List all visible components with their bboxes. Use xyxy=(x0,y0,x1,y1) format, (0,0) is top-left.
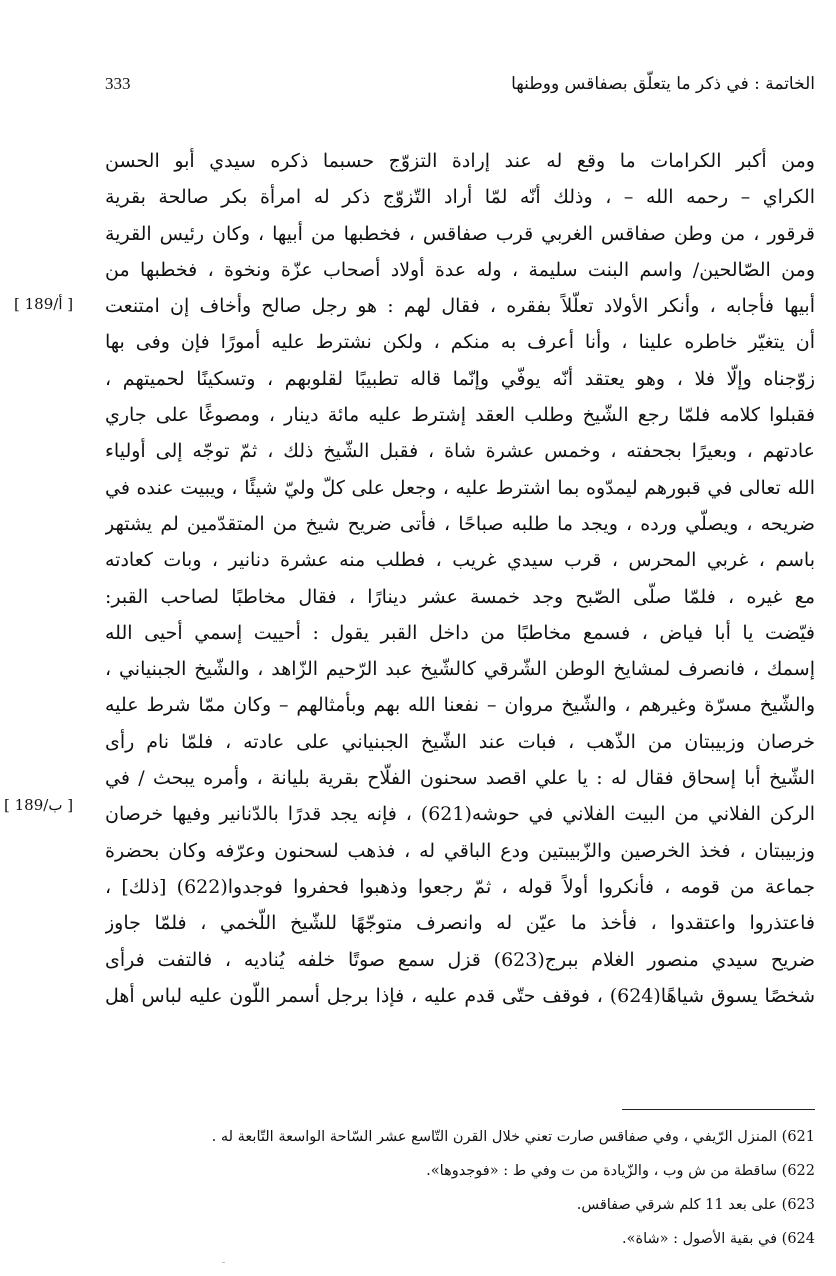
footnote xyxy=(100,1120,815,1154)
text-line: شخصًا يسوق شياهًا(624) ، فوقف حتّى قدم عليه ، فإذا برجل أسمر اللّون عليه لباس أهل xyxy=(105,984,815,1007)
text-line: الشّيخ أبا إسحاق فقال له : يا علي اقصد سحنون الفلّاح بقرية بليانة ، وأمره يبحث / في xyxy=(105,767,815,790)
running-title: الخاتمة : في ذكر ما يتعلّق بصفاقس ووطنها xyxy=(511,74,815,94)
footnote-text: على بعد 11 كلم شرقي صفاقس. xyxy=(576,1197,778,1213)
text-line: فاعتذروا واعتقدوا ، فأخذ ما عيّن له وانصرف متوجّهًا للشّيخ اللّخمي ، فلمّا جاوز xyxy=(105,912,815,935)
text-line: مع غيره ، فلمّا صلّى الصّبح وجد خمسة عشر دينارًا ، فقال مخاطبًا لصاحب القبر: xyxy=(105,585,815,608)
footnote xyxy=(100,1188,815,1222)
page-number: 333 xyxy=(105,74,131,93)
text-line: فقبلوا كلامه فلمّا رجع الشّيخ وطلب العقد إشترط عليه مائة دينار ، ومصوغًا على جاري xyxy=(105,404,815,427)
text-line: ضريحه ، ويصلّي ورده ، ويجد ما طلبه صباحًا ، فأتى ضريح شيخ من المتقدّمين لم يشتهر xyxy=(105,512,815,535)
footnote-number: 622) xyxy=(781,1163,815,1179)
text-line: قرقور ، من وطن صفاقس الغربي قرب صفاقس ، فخطبها من أبيها ، وكان رئيس القرية xyxy=(105,222,815,245)
text-line: والشّيخ مسرّة وغيرهم ، والشّيخ مروان – نفعنا الله بهم وبأمثالهم – وكان ممّا شرط عليه xyxy=(105,694,815,717)
footnote-text: ساقطة من ش وب ، والزّيادة من ت وفي ط : «فوجدوها». xyxy=(426,1163,778,1179)
main-text xyxy=(105,143,815,1014)
footnote-number: 621) xyxy=(781,1129,815,1145)
text-line: وزبيبتان ، فخذ الخرصين والزّبيبتين ودع الباقي له ، فذهب لسحنون وعرّفه وكان بحضرة xyxy=(105,839,815,862)
text-line: عادتهم ، وبعيرًا بجحفته ، وخمس عشرة شاة ، فقبل الشّيخ ذلك ، ثمّ توجّه إلى أولياء xyxy=(105,440,815,463)
text-line: أن يتغيّر خاطره علينا ، وأنا أعرف به منكم ، ولكن نشترط عليه أمورًا فإن وفى بها xyxy=(105,331,815,354)
text-line: جماعة من قومه ، فأنكروا أولاً قوله ، ثمّ رجعوا وذهبوا فحفروا فوجدوا(622) [ذلك] ، xyxy=(105,875,815,898)
text-line: الركن الفلاني من البيت الفلاني في حوشه(621) ، فإنه يجد قدرًا بالدّنانير وفيها خرصان xyxy=(105,803,815,826)
text-line: ومن أكبر الكرامات ما وقع له عند إرادة التزوّج حسبما ذكره سيدي أبو الحسن xyxy=(105,150,815,172)
footnote-text: المنزل الرّيفي ، وفي صفاقس صارت تعني خلال القرن التّاسع عشر السّاحة الواسعة التّابعة له . xyxy=(211,1129,778,1145)
footnote xyxy=(100,1154,815,1188)
page-header xyxy=(105,72,815,100)
scan-speck xyxy=(222,1262,225,1263)
text-line: ومن الصّالحين/ واسم البنت سليمة ، وله عدة أولاد أصحاب عزّة ونخوة ، فخطبها من xyxy=(105,258,815,281)
footnote-separator xyxy=(622,1109,815,1110)
footnotes xyxy=(100,1120,815,1256)
footnote xyxy=(100,1222,815,1256)
folio-marker: [ 189/ب ] xyxy=(4,796,74,814)
text-line: أبيها فأجابه ، وأنكر الأولاد تعلّلاً بفقره ، فقال لهم : هو رجل صالح وأخاف إن امتنعت xyxy=(105,295,815,318)
footnote-number: 623) xyxy=(781,1197,815,1213)
text-line: الله تعالى في قبورهم ليمدّوه بما اشترط عليه ، وجعل على كلّ وليّ شيئًا ، ويبيت عنده في xyxy=(105,476,815,499)
text-line: الكراي – رحمه الله – ، وذلك أنّه لمّا أراد التّزوّج ذكر له امرأة بكر صالحة بقرية xyxy=(105,186,815,209)
text-line: باسم ، غربي المحرس ، قرب سيدي غريب ، فطلب منه عشرة دنانير ، وبات كعادته xyxy=(105,549,815,572)
footnote-text: في بقية الأصول : «شاة». xyxy=(622,1231,778,1247)
footnote-number: 624) xyxy=(781,1231,815,1247)
folio-marker: [ 189/أ ] xyxy=(14,295,74,313)
text-line: زوّجناه وإلّا فلا ، وهو يعتقد أنّه يوفّي وإنّما قاله تطبيبًا لقلوبهم ، وتسكينًا لحميتهم ، xyxy=(105,367,815,390)
text-line: فيّضت يا أبا فياض ، فسمع مخاطبًا من داخل القبر يقول : أحييت إسمي أحيى الله xyxy=(105,621,815,644)
text-line: ضريح سيدي منصور الغلام ببرج(623) قزل سمع صوتًا خلفه يُناديه ، فالتفت فرأى xyxy=(105,948,815,971)
text-line: خرصان وزبيبتان من الذّهب ، فبات عند الشّيخ الجبنياني على عادته ، فلمّا نام رأى xyxy=(105,730,815,753)
text-line: إسمك ، فانصرف لمشايخ الوطن الشّرقي كالشّيخ عبد الرّحيم الزّاهد ، والشّيخ الجبنياني ، xyxy=(105,658,815,681)
